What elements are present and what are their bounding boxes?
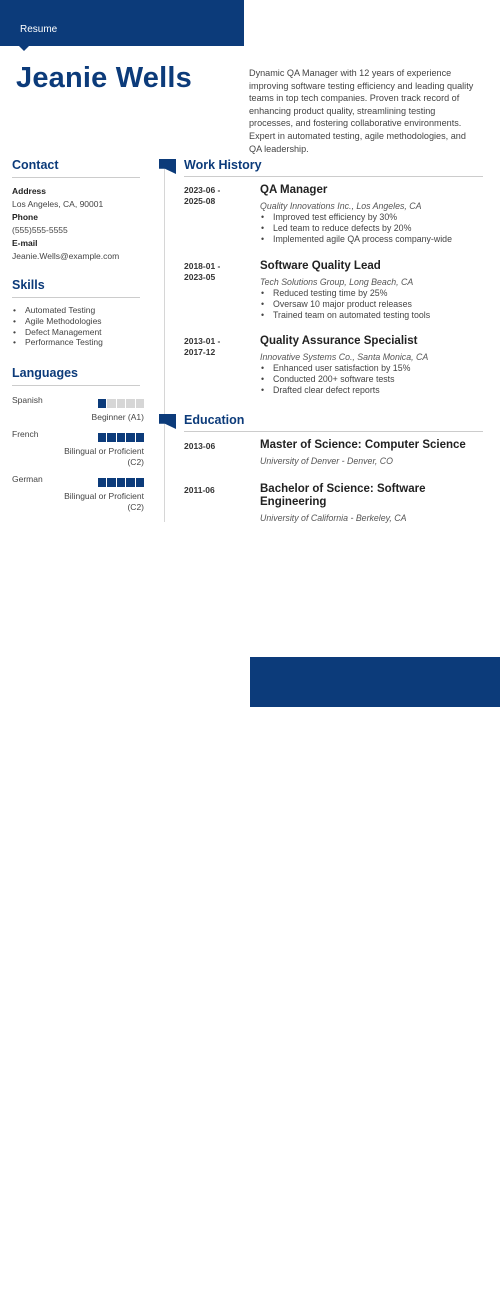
education-entry — [260, 439, 485, 467]
list-item: • Enhanced user satisfaction by 15% — [260, 363, 485, 374]
phone-value: (555)555-5555 — [12, 225, 68, 235]
email-label: E-mail — [12, 238, 38, 248]
degree-title: Bachelor of Science: Software Engineering — [260, 483, 426, 508]
phone-label: Phone — [12, 212, 38, 222]
contact-email — [12, 238, 119, 261]
work-history-rule — [184, 176, 483, 177]
education-rule — [184, 431, 483, 432]
list-item: • Reduced testing time by 25% — [260, 288, 485, 299]
school-name: University of Denver - Denver, CO — [260, 456, 393, 466]
list-item: • Automated Testing — [12, 305, 103, 316]
contact-phone — [12, 212, 68, 235]
job-bullets — [260, 288, 485, 320]
language-name: Spanish — [12, 395, 43, 405]
language-item — [12, 474, 144, 512]
resume-label: Resume — [20, 24, 58, 35]
languages-rule — [12, 385, 140, 386]
education-date: 2011-06 — [184, 485, 215, 495]
skills-rule — [12, 297, 140, 298]
languages-heading: Languages — [12, 366, 78, 380]
skills-list — [12, 305, 103, 348]
list-item: • Agile Methodologies — [12, 316, 103, 327]
language-level: Bilingual or Proficient (C2) — [64, 446, 144, 467]
job-entry — [260, 260, 485, 320]
language-rating — [98, 433, 145, 442]
header-bar — [0, 0, 244, 46]
job-bullets — [260, 363, 485, 395]
language-item — [12, 395, 144, 422]
list-item: • Trained team on automated testing tools — [260, 310, 485, 321]
education-entry — [260, 483, 485, 524]
list-item: • Led team to reduce defects by 20% — [260, 223, 485, 234]
job-bullets — [260, 212, 485, 244]
job-title: Quality Assurance Specialist — [260, 335, 418, 347]
address-value: Los Angeles, CA, 90001 — [12, 199, 104, 209]
header-notch — [19, 46, 29, 51]
contact-heading: Contact — [12, 158, 59, 172]
address-label: Address — [12, 186, 47, 196]
professional-summary: Dynamic QA Manager with 12 years of experience improving software testing efficiency and leading quality teams in top tech companies. Proven track record of enhancing product quality, streamlining testing processes, and fostering collaborative environments. Expert in automated testing, agile methodologies, and QA leadership. — [249, 68, 474, 154]
list-item: • Performance Testing — [12, 337, 103, 348]
column-divider — [164, 168, 165, 522]
language-level: Bilingual or Proficient (C2) — [64, 491, 144, 512]
list-item: • Improved test efficiency by 30% — [260, 212, 485, 223]
contact-address — [12, 186, 103, 209]
job-company: Quality Innovations Inc., Los Angeles, CA — [260, 201, 422, 211]
degree-title: Master of Science: Computer Science — [260, 439, 466, 451]
education-flag-icon — [159, 414, 176, 429]
job-dates: 2023-06 - 2025-08 — [184, 185, 221, 206]
language-name: German — [12, 474, 43, 484]
job-title: Software Quality Lead — [260, 260, 381, 272]
list-item: • Implemented agile QA process company-wide — [260, 234, 485, 245]
contact-rule — [12, 177, 140, 178]
education-date: 2013-06 — [184, 441, 216, 451]
candidate-name: Jeanie Wells — [16, 62, 192, 94]
job-title: QA Manager — [260, 184, 328, 196]
education-heading: Education — [184, 413, 245, 427]
language-item — [12, 429, 144, 467]
job-company: Tech Solutions Group, Long Beach, CA — [260, 277, 414, 287]
list-item: • Oversaw 10 major product releases — [260, 299, 485, 310]
language-rating — [98, 399, 145, 408]
work-history-heading: Work History — [184, 158, 262, 172]
skills-heading: Skills — [12, 278, 45, 292]
job-dates: 2018-01 - 2023-05 — [184, 261, 221, 282]
list-item: • Defect Management — [12, 327, 103, 338]
job-entry — [260, 184, 485, 244]
job-dates: 2013-01 - 2017-12 — [184, 336, 221, 357]
language-name: French — [12, 429, 39, 439]
list-item: • Conducted 200+ software tests — [260, 374, 485, 385]
language-level: Beginner (A1) — [91, 412, 144, 422]
job-entry — [260, 335, 485, 395]
language-rating — [98, 478, 145, 487]
work-flag-icon — [159, 159, 176, 174]
list-item: • Drafted clear defect reports — [260, 385, 485, 396]
email-value: Jeanie.Wells@example.com — [12, 251, 120, 261]
school-name: University of California - Berkeley, CA — [260, 513, 407, 523]
job-company: Innovative Systems Co., Santa Monica, CA — [260, 352, 429, 362]
